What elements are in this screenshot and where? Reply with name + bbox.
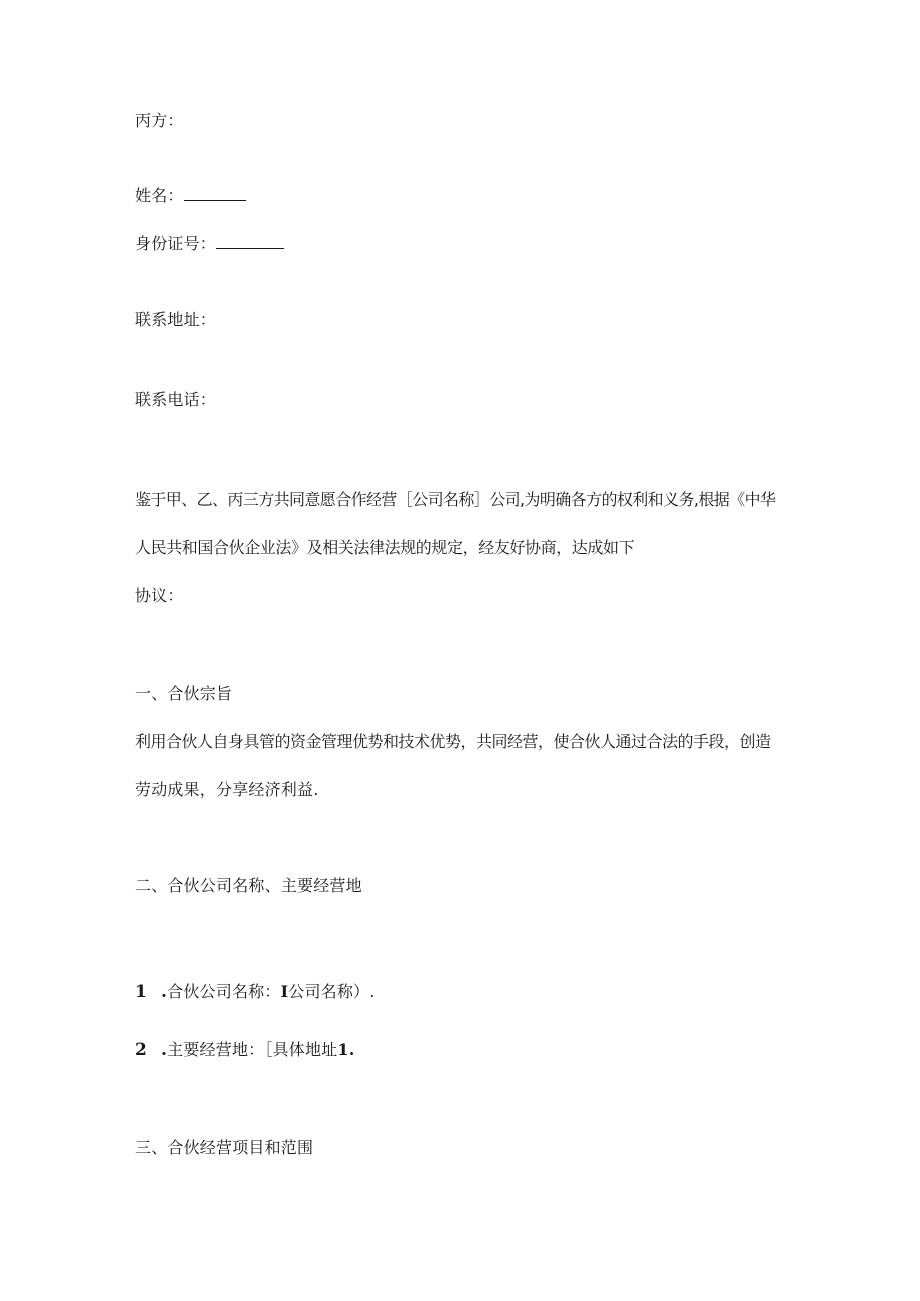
- item-1-rest: 公司名称）.: [288, 982, 375, 1001]
- preamble-line-3: 协议：: [135, 586, 184, 605]
- item-2-number: 2: [135, 1040, 148, 1060]
- item-1-mark: I: [280, 982, 289, 1001]
- preamble-line-1: 鉴于甲、乙、丙三方共同意愿合作经营［公司名称］公司,为明确各方的权利和义务,根据《中华: [135, 490, 776, 509]
- party-c-heading: 丙方：: [135, 111, 184, 130]
- section-2-title: 二、合伙公司名称、主要经营地: [135, 876, 362, 895]
- name-field-row: [135, 185, 246, 206]
- section-2-item-1: [135, 982, 375, 1002]
- item-2-mark: 1.: [337, 1040, 355, 1059]
- item-1-text: 合伙公司名称：: [167, 982, 281, 1001]
- section-3-title: 三、合伙经营项目和范围: [135, 1138, 314, 1157]
- name-blank-line: [184, 185, 246, 201]
- name-label: 姓名：: [135, 186, 184, 205]
- id-label: 身份证号：: [135, 234, 217, 253]
- item-1-dot: .: [161, 982, 168, 1002]
- section-1-title: 一、合伙宗旨: [135, 684, 233, 703]
- address-label: 联系地址：: [135, 310, 217, 329]
- phone-label: 联系电话：: [135, 390, 217, 409]
- section-1-line-2: 劳动成果，分享经济利益.: [135, 780, 319, 799]
- id-blank-line: [216, 233, 284, 249]
- item-2-text: 主要经营地：［具体地址: [167, 1040, 338, 1059]
- id-field-row: [135, 233, 284, 254]
- section-2-item-2: [135, 1040, 354, 1060]
- item-2-dot: .: [161, 1040, 168, 1060]
- section-1-line-1: 利用合伙人自身具管的资金管理优势和技术优势，共同经营，使合伙人通过合法的手段，创造: [135, 732, 771, 751]
- item-1-number: 1: [135, 982, 148, 1002]
- preamble-line-2: 人民共和国合伙企业法》及相关法律法规的规定，经友好协商，达成如下: [135, 538, 635, 557]
